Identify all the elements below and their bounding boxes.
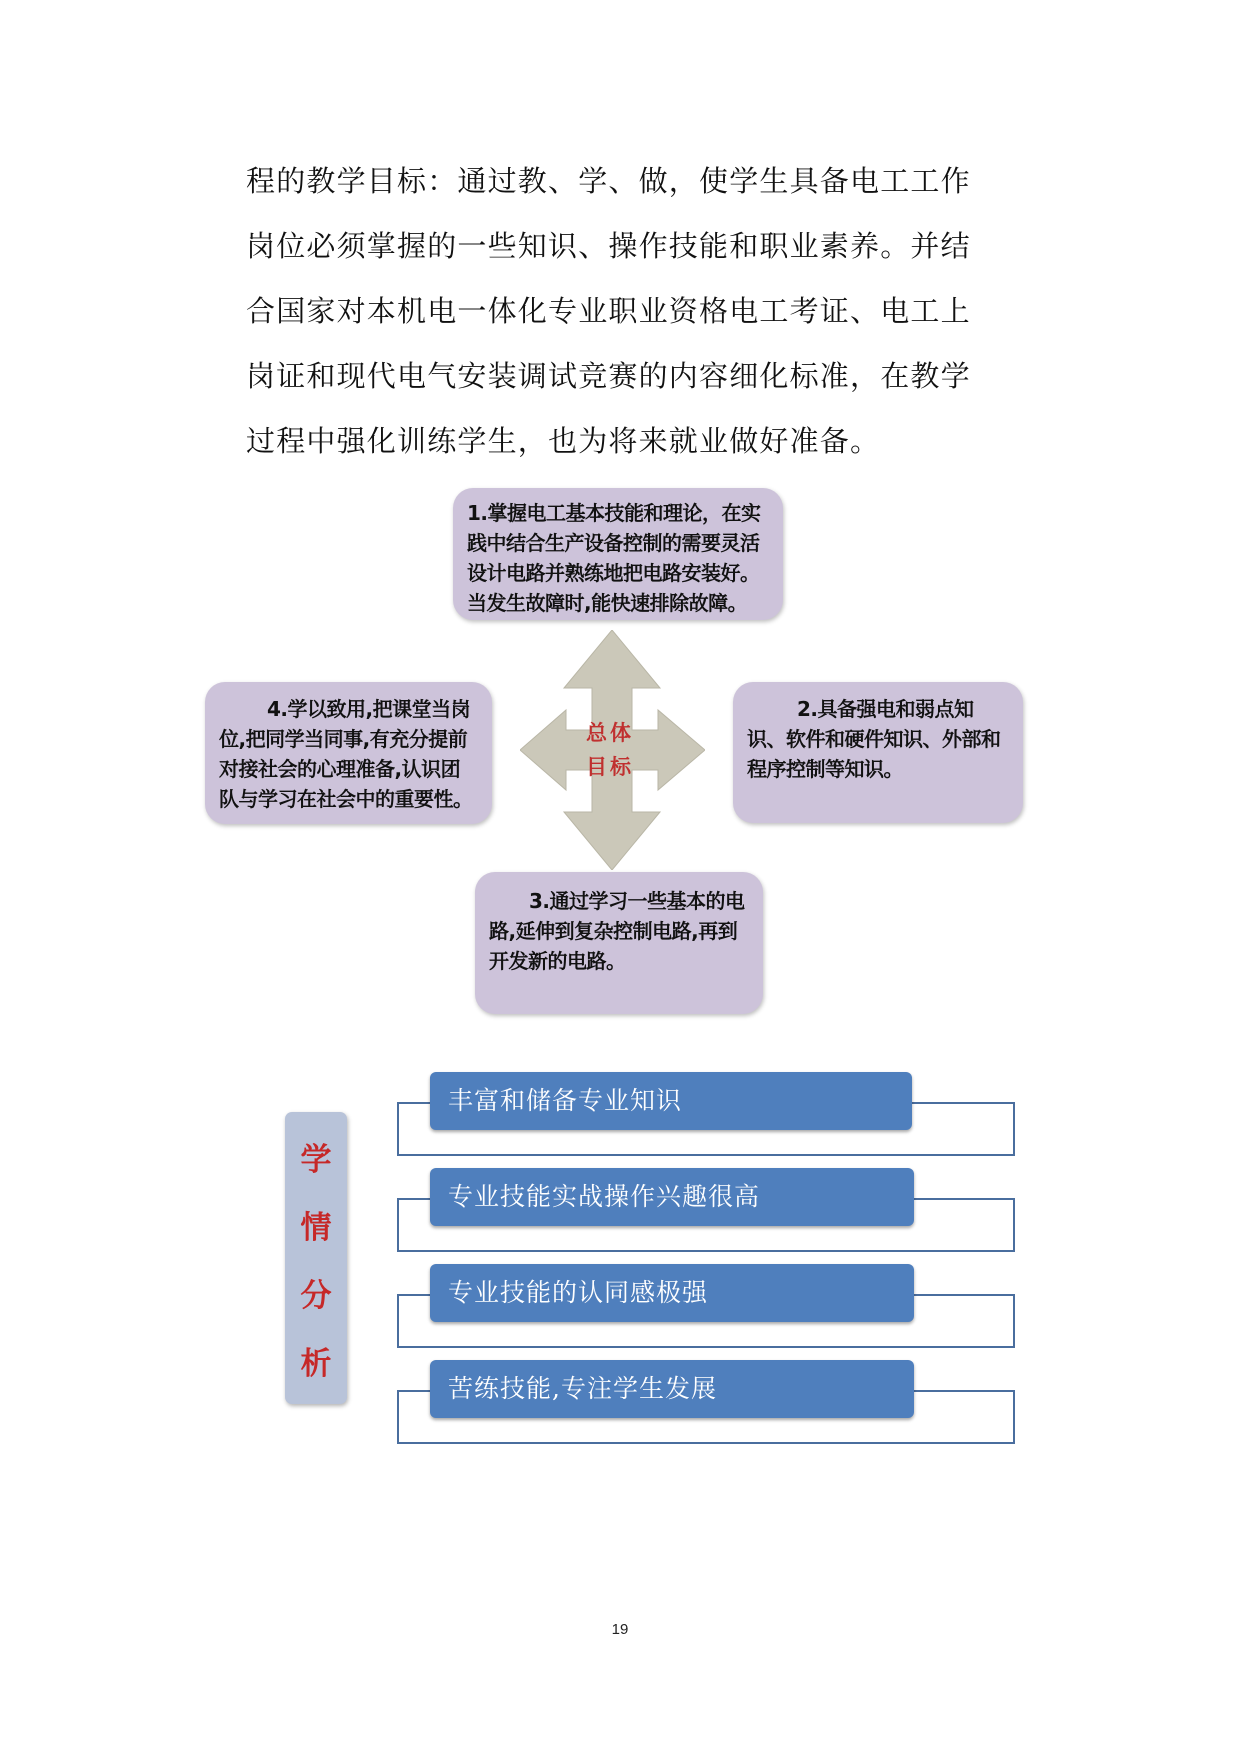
paragraph-line: 岗位必须掌握的一些知识、操作技能和职业素养。并结 <box>246 229 971 263</box>
analysis-item: 专业技能的认同感极强 <box>430 1264 914 1322</box>
center-label-line: 总体 <box>586 720 634 745</box>
goal-box-4: 4.学以致用,把课堂当岗位,把同学当同事,有充分提前对接社会的心理准备,认识团队与学习在社会中的重要性。 <box>205 682 492 824</box>
analysis-title-char: 分 <box>300 1277 332 1314</box>
page-number: 19 <box>611 1621 629 1638</box>
analysis-diagram <box>280 1072 1022 1452</box>
center-label <box>574 716 646 784</box>
analysis-item: 苦练技能,专注学生发展 <box>430 1360 914 1418</box>
analysis-item: 丰富和储备专业知识 <box>430 1072 912 1130</box>
analysis-title-char: 情 <box>300 1209 332 1246</box>
center-label-line: 目标 <box>586 754 634 779</box>
analysis-title-char: 析 <box>300 1345 332 1382</box>
paragraph-line: 过程中强化训练学生，也为将来就业做好准备。 <box>246 424 881 458</box>
analysis-title-char: 学 <box>300 1141 332 1178</box>
goal-box-2: 2.具备强电和弱点知识、软件和硬件知识、外部和程序控制等知识。 <box>733 682 1023 823</box>
analysis-title-bar <box>285 1112 347 1404</box>
paragraph-line: 合国家对本机电一体化专业职业资格电工考证、电工上 <box>246 294 971 328</box>
goal-box-3: 3.通过学习一些基本的电路,延伸到复杂控制电路,再到开发新的电路。 <box>475 872 763 1014</box>
analysis-item: 专业技能实战操作兴趣很高 <box>430 1168 914 1226</box>
paragraph-line: 岗证和现代电气安装调试竞赛的内容细化标准，在教学 <box>246 359 971 393</box>
paragraph-line: 程的教学目标：通过教、学、做，使学生具备电工工作 <box>246 164 971 198</box>
body-paragraph <box>246 155 986 480</box>
goal-box-1: 1.掌握电工基本技能和理论，在实践中结合生产设备控制的需要灵活设计电路并熟练地把电路安装好。当发生故障时,能快速排除故障。 <box>453 488 783 620</box>
